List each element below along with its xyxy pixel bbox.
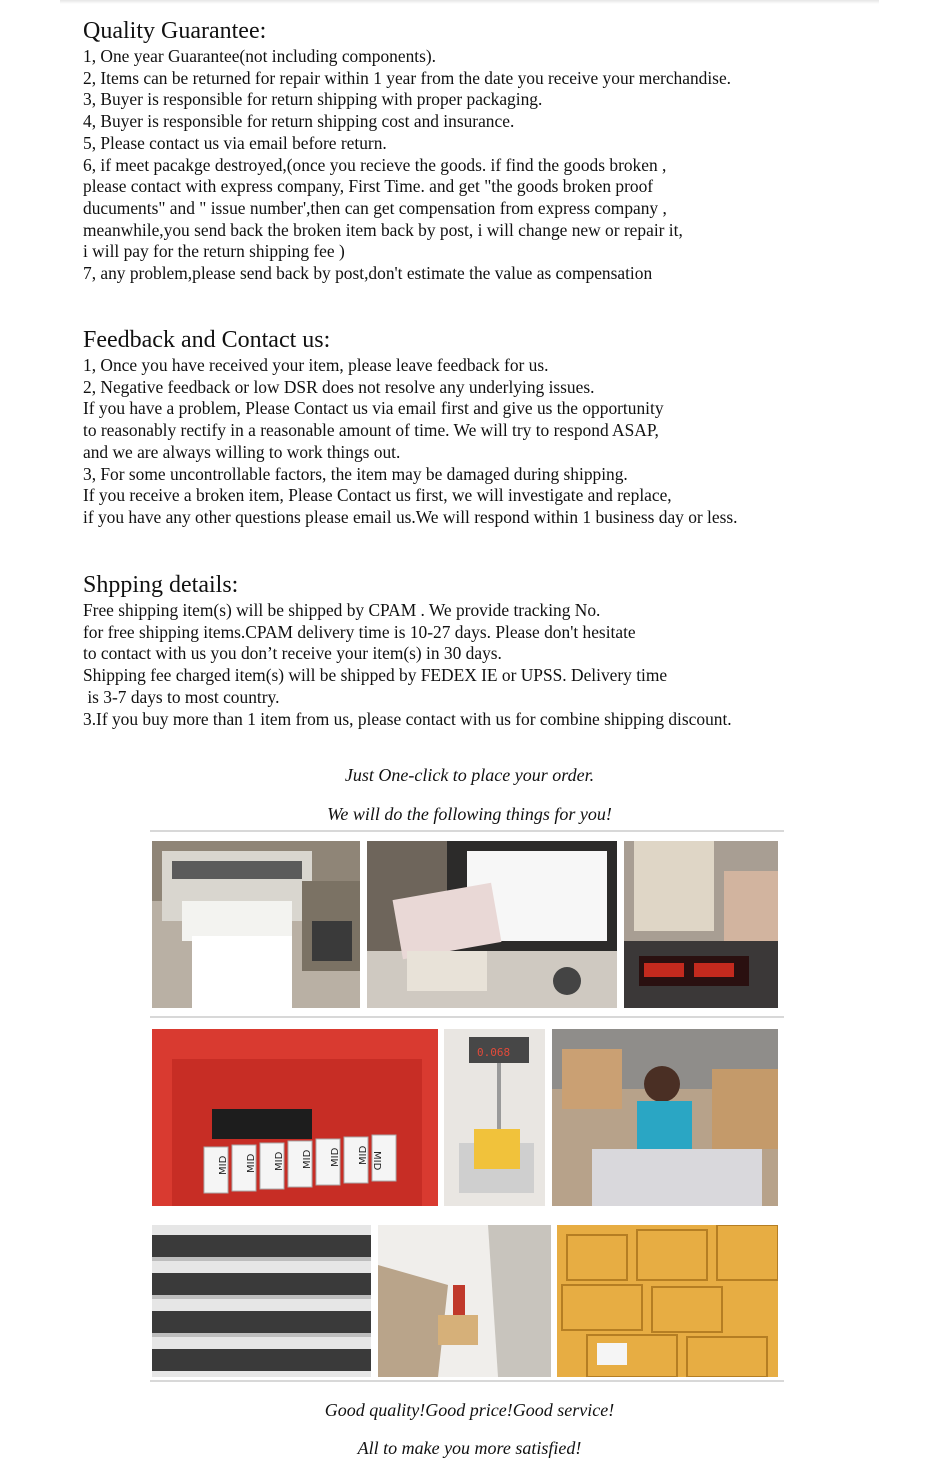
scale-scanner-photo: [624, 841, 778, 1008]
text-line: meanwhile,you send back the broken item back by post, i will change new or repair it,: [83, 219, 683, 240]
text-line: If you receive a broken item, Please Contact us first, we will investigate and replace,: [83, 485, 672, 506]
quality-guarantee-lines: [83, 46, 913, 285]
text-line: if you have any other questions please email us.We will respond within 1 business day or less.: [83, 506, 738, 527]
we-will-caption: We will do the following things for you!: [327, 804, 612, 824]
text-line: to contact with us you don’t receive your item(s) in 30 days.: [83, 643, 502, 664]
text-line: Shipping fee charged item(s) will be shipped by FEDEX IE or UPSS. Delivery time: [83, 665, 668, 686]
label-printer-photo: [152, 841, 360, 1008]
packing-box-photo: [152, 1029, 438, 1206]
text-line: is 3-7 days to most country.: [83, 686, 280, 707]
box-label-text: MID: [302, 1149, 313, 1169]
text-line: 2, Items can be returned for repair within 1 year from the date you receive your merchandise.: [83, 67, 732, 88]
text-line: 1, One year Guarantee(not including components).: [83, 46, 437, 66]
parcel-stack-photo: [557, 1225, 778, 1377]
shelf-stock-photo: [152, 1225, 371, 1377]
text-line: 2, Negative feedback or low DSR does not resolve any underlying issues.: [83, 376, 595, 397]
box-label-text: MID: [274, 1151, 285, 1171]
text-line: 4, Buyer is responsible for return shipping cost and insurance.: [83, 111, 515, 132]
computer-desk-photo: [367, 841, 617, 1008]
text-line: Free shipping item(s) will be shipped by CPAM . We provide tracking No.: [83, 600, 601, 620]
shipping-title: Shpping details:: [83, 572, 239, 598]
text-line: please contact with express company, First Time. and get "the goods broken proof: [83, 176, 654, 197]
satisfied-caption: All to make you more satisfied!: [357, 1438, 582, 1458]
feedback-title: Feedback and Contact us:: [83, 327, 331, 353]
top-divider: [60, 0, 879, 4]
text-line: 5, Please contact us via email before return.: [83, 132, 387, 153]
gallery-divider: [150, 830, 784, 832]
feedback-lines: [83, 355, 913, 529]
text-line: ducuments" and " issue number',then can get compensation from express company ,: [83, 197, 667, 218]
gallery-divider: [150, 1380, 784, 1382]
box-label-text: MID: [358, 1145, 369, 1165]
quality-guarantee-title: Quality Guarantee:: [83, 18, 267, 44]
text-line: i will pay for the return shipping fee ): [83, 241, 345, 262]
box-label-text: MID: [246, 1153, 257, 1173]
text-line: 7, any problem,please send back by post,don't estimate the value as compensation: [83, 263, 653, 284]
text-line: 1, Once you have received your item, please leave feedback for us.: [83, 355, 549, 375]
scale-readout: 0.068: [477, 1046, 511, 1059]
quality-guarantee-section: [83, 18, 913, 285]
text-line: 3, For some uncontrollable factors, the item may be damaged during shipping.: [83, 463, 628, 484]
text-line: to reasonably rectify in a reasonable amount of time. We will try to respond ASAP,: [83, 420, 659, 441]
text-line: 3, Buyer is responsible for return shipping with proper packaging.: [83, 89, 543, 110]
one-click-caption: Just One-click to place your order.: [344, 765, 595, 785]
shipping-lines: [83, 600, 913, 730]
shipping-section: [83, 572, 913, 730]
feedback-section: [83, 327, 913, 529]
good-quality-caption: Good quality!Good price!Good service!: [324, 1400, 615, 1420]
gallery-divider: [150, 1016, 784, 1018]
warehouse-aisle-photo: [378, 1225, 551, 1377]
text-line: 3.If you buy more than 1 item from us, please contact with us for combine shipping discount.: [83, 708, 732, 729]
box-label-text: MID: [218, 1155, 229, 1175]
parcel-scale-photo: [444, 1029, 545, 1206]
warehouse-worker-photo: [552, 1029, 778, 1206]
text-line: for free shipping items.CPAM delivery time is 10-27 days. Please don't hesitate: [83, 621, 636, 642]
text-line: If you have a problem, Please Contact us via email first and give us the opportunity: [83, 398, 664, 419]
box-label-text: MID: [330, 1147, 341, 1167]
box-label-text: MID: [371, 1151, 382, 1171]
text-line: 6, if meet pacakge destroyed,(once you recieve the goods. if find the goods broken ,: [83, 154, 667, 175]
text-line: and we are always willing to work things out.: [83, 441, 401, 462]
